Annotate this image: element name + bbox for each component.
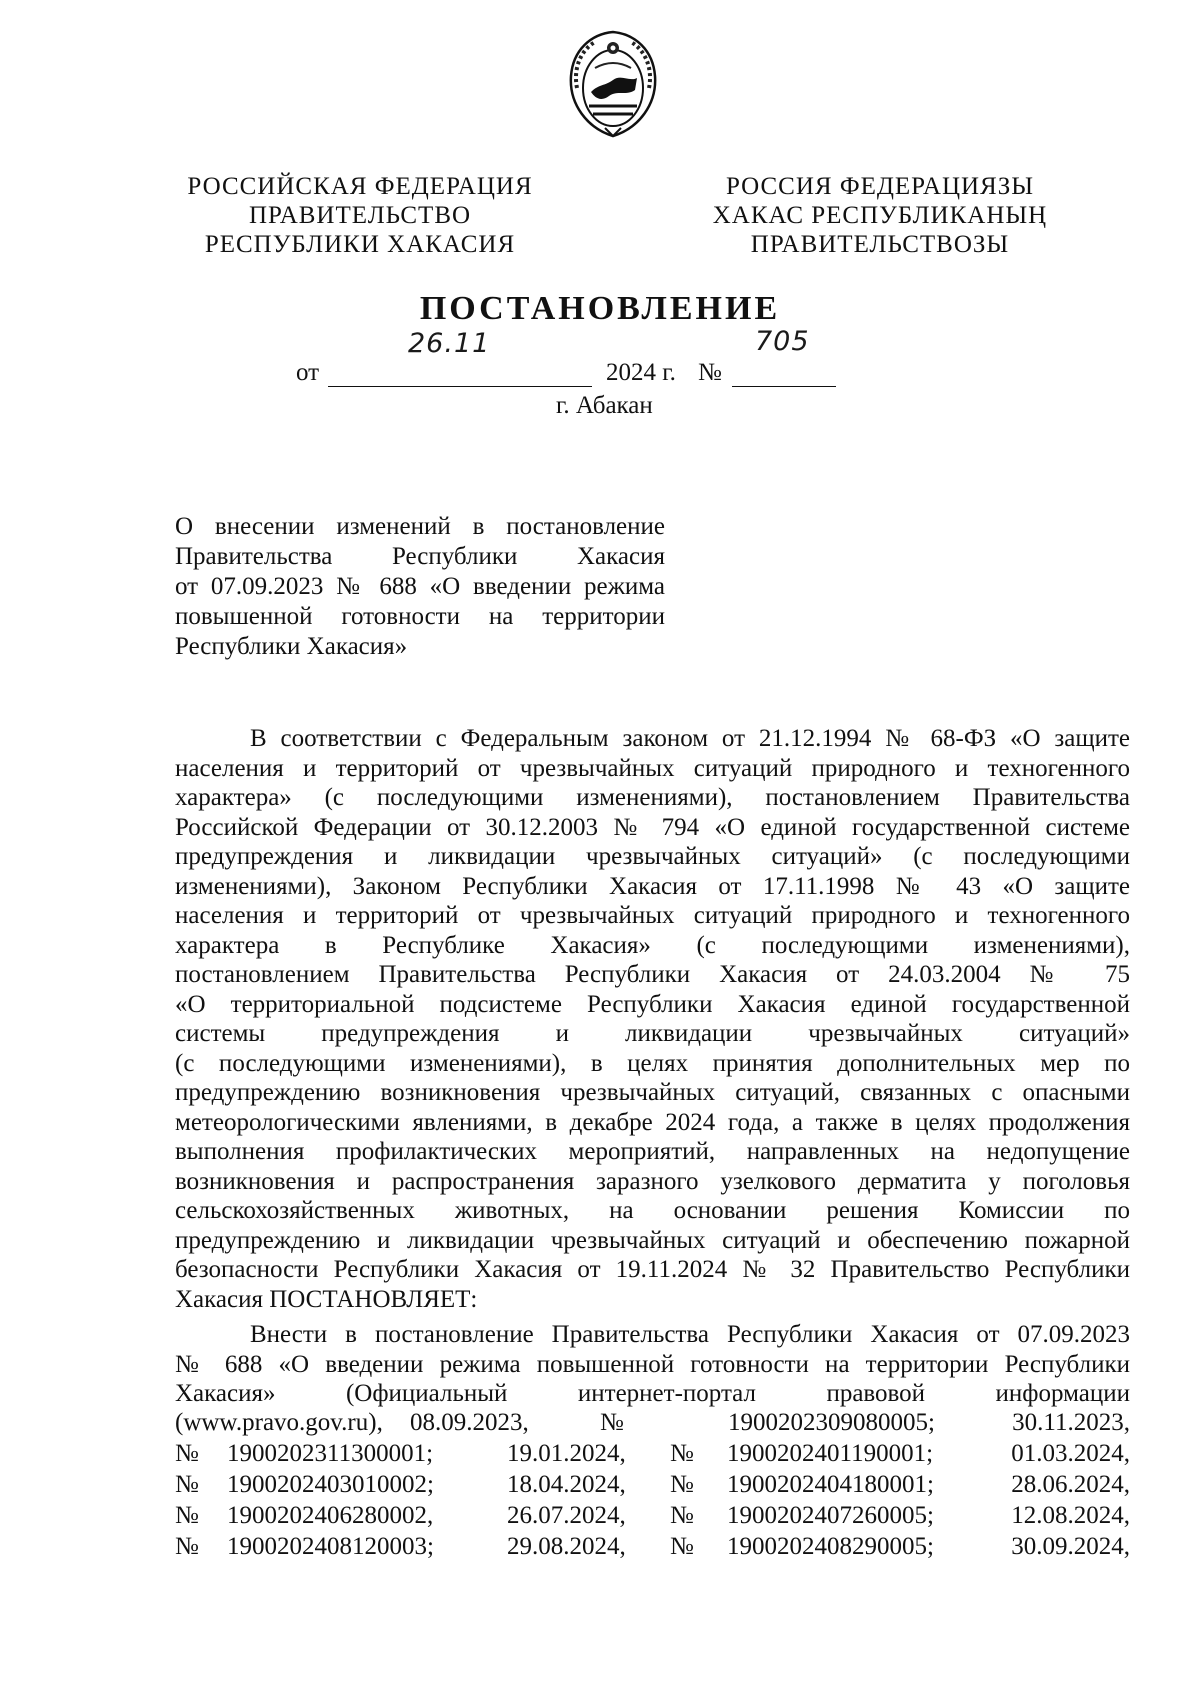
document-title: ПОСТАНОВЛЕНИЕ [419, 290, 781, 327]
publication-cell: 1900202407260005; [727, 1502, 934, 1529]
subject-line: Республики Хакасия» [175, 633, 408, 660]
operative-paragraph [175, 1320, 1130, 1409]
publication-cell: 30.11.2023, [1012, 1409, 1130, 1436]
document-subject [175, 512, 665, 662]
publication-cell: 19.01.2024, [507, 1440, 626, 1467]
body-line: предупреждения и ликвидации чрезвычайных ситуаций» (с последующими [175, 843, 1130, 870]
subject-line: от 07.09.2023 № 688 «О введении режима [175, 573, 665, 600]
body-line: характера» (с последующими изменениями), постановлением Правительства [175, 784, 1130, 811]
body-line: Хакасия» (Официальный интернет-портал правовой информации [175, 1380, 1130, 1407]
body-line: В соответствии с Федеральным законом от 21.12.1994 № 68-ФЗ «О защите [250, 725, 1130, 752]
date-underline [328, 386, 592, 387]
body-line: № 688 «О введении режима повышенной готовности на территории Республики [175, 1350, 1130, 1378]
body-line: постановлением Правительства Республики Хакасия от 24.03.2004 № 75 [175, 961, 1130, 988]
header-line: ПРАВИТЕЛЬСТВО [248, 202, 472, 229]
subject-line: О внесении изменений в постановление [175, 513, 665, 540]
body-line: выполнения профилактических мероприятий, направленных на недопущение [175, 1138, 1130, 1165]
body-line: (с последующими изменениями), в целях принятия дополнительных мер по [175, 1049, 1130, 1077]
body-line: системы предупреждения и ликвидации чрезвычайных ситуаций» [175, 1020, 1130, 1047]
body-line: Российской Федерации от 30.12.2003 № 794 «О единой государственной системе [175, 813, 1130, 841]
publication-cell: 08.09.2023, [410, 1409, 529, 1436]
handwritten-date: 26.11 [408, 328, 491, 359]
header-line: РОССИЙСКАЯ ФЕДЕРАЦИЯ [187, 173, 533, 200]
body-line: сельскохозяйственных животных, на основании решения Комиссии по [175, 1197, 1130, 1224]
subject-line: Правительства Республики Хакасия [175, 543, 665, 570]
publication-cell: 1900202401190001; [727, 1440, 934, 1467]
body-line: населения и территорий от чрезвычайных ситуаций природного и техногенного [175, 754, 1130, 782]
publication-row [175, 1409, 1130, 1440]
publication-row [175, 1471, 1130, 1502]
subject-line: повышенной готовности на территории [175, 603, 665, 630]
header-line: РЕСПУБЛИКИ ХАКАСИЯ [204, 231, 516, 258]
coat-of-arms-emblem [565, 28, 661, 140]
body-line: предупреждению и ликвидации чрезвычайных ситуаций и обеспечению пожарной [175, 1226, 1130, 1254]
publication-cell: № [175, 1502, 199, 1529]
publication-cell: 1900202403010002; [227, 1471, 434, 1498]
publication-cell: № [175, 1533, 199, 1560]
body-line: безопасности Республики Хакасия от 19.11.2024 № 32 Правительство Республики [175, 1256, 1130, 1283]
body-line: Внести в постановление Правительства Республики Хакасия от 07.09.2023 [250, 1321, 1130, 1348]
body-line: метеорологическими явлениями, в декабре 2024 года, а также в целях продолжения [175, 1108, 1130, 1136]
publication-row [175, 1533, 1130, 1564]
publication-cell: № [670, 1502, 694, 1529]
header-line: РОССИЯ ФЕДЕРАЦИЯЗЫ [725, 173, 1035, 200]
publication-cell: № [600, 1409, 624, 1436]
publication-cell: 1900202406280002, [227, 1502, 434, 1529]
body-line: населения и территорий от чрезвычайных ситуаций природного и техногенного [175, 902, 1130, 929]
publication-cell: 28.06.2024, [1011, 1471, 1130, 1498]
publication-cell: 01.03.2024, [1011, 1440, 1130, 1467]
body-line: предупреждению возникновения чрезвычайных ситуаций, связанных с опасными [175, 1079, 1130, 1106]
publication-cell: № [175, 1440, 199, 1467]
publication-cell: 1900202309080005; [728, 1409, 935, 1436]
publication-cell: 18.04.2024, [507, 1471, 626, 1498]
header-line: ХАКАС РЕСПУБЛИКАНЫҢ [712, 202, 1048, 229]
publication-cell: (www.pravo.gov.ru), [175, 1409, 383, 1436]
year-text: 2024 г. [606, 359, 676, 386]
body-line: «О территориальной подсистеме Республики Хакасия единой государственной [175, 990, 1130, 1018]
publication-cell: № [670, 1471, 694, 1498]
publication-cell: 26.07.2024, [507, 1502, 626, 1529]
header-line: ПРАВИТЕЛЬСТВОЗЫ [750, 231, 1010, 258]
publication-cell: 1900202408290005; [727, 1533, 934, 1560]
publication-cell: 1900202311300001; [227, 1440, 434, 1467]
publication-cell: № [670, 1440, 694, 1467]
number-underline [732, 386, 836, 387]
preamble-paragraph [175, 724, 1130, 1314]
publication-row [175, 1440, 1130, 1471]
body-line: Хакасия ПОСТАНОВЛЯЕТ: [175, 1285, 478, 1313]
header-russian [180, 172, 540, 259]
city-name: г. Абакан [556, 392, 653, 419]
body-line: возникновения и распространения заразного узелкового дерматита у поголовья [175, 1167, 1130, 1195]
publication-row [175, 1502, 1130, 1533]
header-khakas [700, 172, 1060, 259]
publication-cell: № [175, 1471, 199, 1498]
body-line: изменениями), Законом Республики Хакасия от 17.11.1998 № 43 «О защите [175, 872, 1130, 900]
publication-cell: 1900202408120003; [227, 1533, 434, 1560]
date-from-label: от [296, 359, 320, 386]
number-label: № [698, 359, 722, 386]
body-line: характера в Республике Хакасия» (с последующими изменениями), [175, 931, 1130, 959]
publication-cell: № [670, 1533, 694, 1560]
publications-list [175, 1409, 1130, 1564]
handwritten-number: 705 [755, 326, 810, 357]
publication-cell: 12.08.2024, [1011, 1502, 1130, 1529]
publication-cell: 1900202404180001; [727, 1471, 934, 1498]
publication-cell: 30.09.2024, [1011, 1533, 1130, 1560]
publication-cell: 29.08.2024, [507, 1533, 626, 1560]
